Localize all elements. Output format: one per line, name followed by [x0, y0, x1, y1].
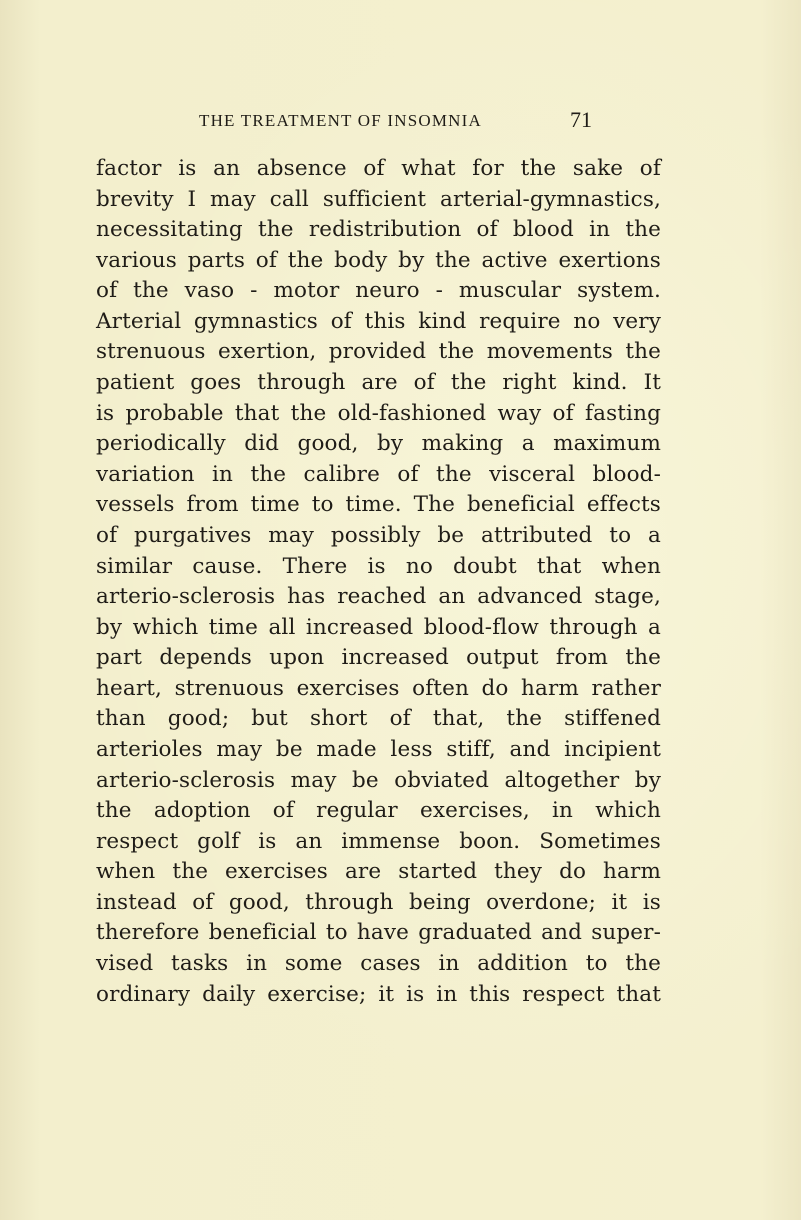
text-line: is probable that the old-fashioned way of fasting [96, 400, 661, 426]
text-line: therefore beneficial to have graduated and super- [96, 920, 661, 946]
text-line: instead of good, through being overdone; it is [96, 889, 661, 915]
text-line: periodically did good, by making a maximum [96, 431, 661, 457]
text-line: arterioles may be made less stiff, and incipient [96, 736, 661, 762]
text-line: patient goes through are of the right kind. It [96, 370, 661, 396]
text-line: necessitating the redistribution of blood in the [96, 217, 661, 243]
text-line: Arterial gymnastics of this kind require no very [96, 308, 661, 334]
text-line: of the vaso - motor neuro - muscular system. [96, 278, 661, 304]
text-line: similar cause. There is no doubt that when [96, 553, 661, 579]
page-number: 71 [570, 107, 592, 132]
text-line: arterio-sclerosis may be obviated altogether by [96, 767, 661, 793]
text-line: vessels from time to time. The beneficial effects [96, 492, 661, 518]
text-line: ordinary daily exercise; it is in this respect that [96, 981, 661, 1007]
text-line: than good; but short of that, the stiffened [96, 706, 661, 732]
text-line: part depends upon increased output from the [96, 645, 661, 671]
text-line: heart, strenuous exercises often do harm rather [96, 675, 661, 701]
text-line: the adoption of regular exercises, in which [96, 798, 661, 824]
text-line: arterio-sclerosis has reached an advanced stage, [96, 584, 661, 610]
text-line: vised tasks in some cases in addition to the [96, 951, 661, 977]
text-line: various parts of the body by the active exertions [96, 247, 661, 273]
text-line: variation in the calibre of the visceral blood- [96, 461, 661, 487]
page-header [0, 107, 801, 137]
text-line: strenuous exertion, provided the movements the [96, 339, 661, 365]
text-line: by which time all increased blood-flow through a [96, 614, 661, 640]
body-text [96, 154, 661, 1010]
text-line: factor is an absence of what for the sake of [96, 156, 661, 181]
text-line: of purgatives may possibly be attributed to a [96, 522, 661, 548]
text-line: brevity I may call sufficient arterial-gymnastics, [96, 186, 661, 212]
running-title: THE TREATMENT OF INSOMNIA [199, 111, 482, 130]
text-line: when the exercises are started they do harm [96, 859, 661, 885]
text-line: respect golf is an immense boon. Sometimes [96, 828, 661, 854]
